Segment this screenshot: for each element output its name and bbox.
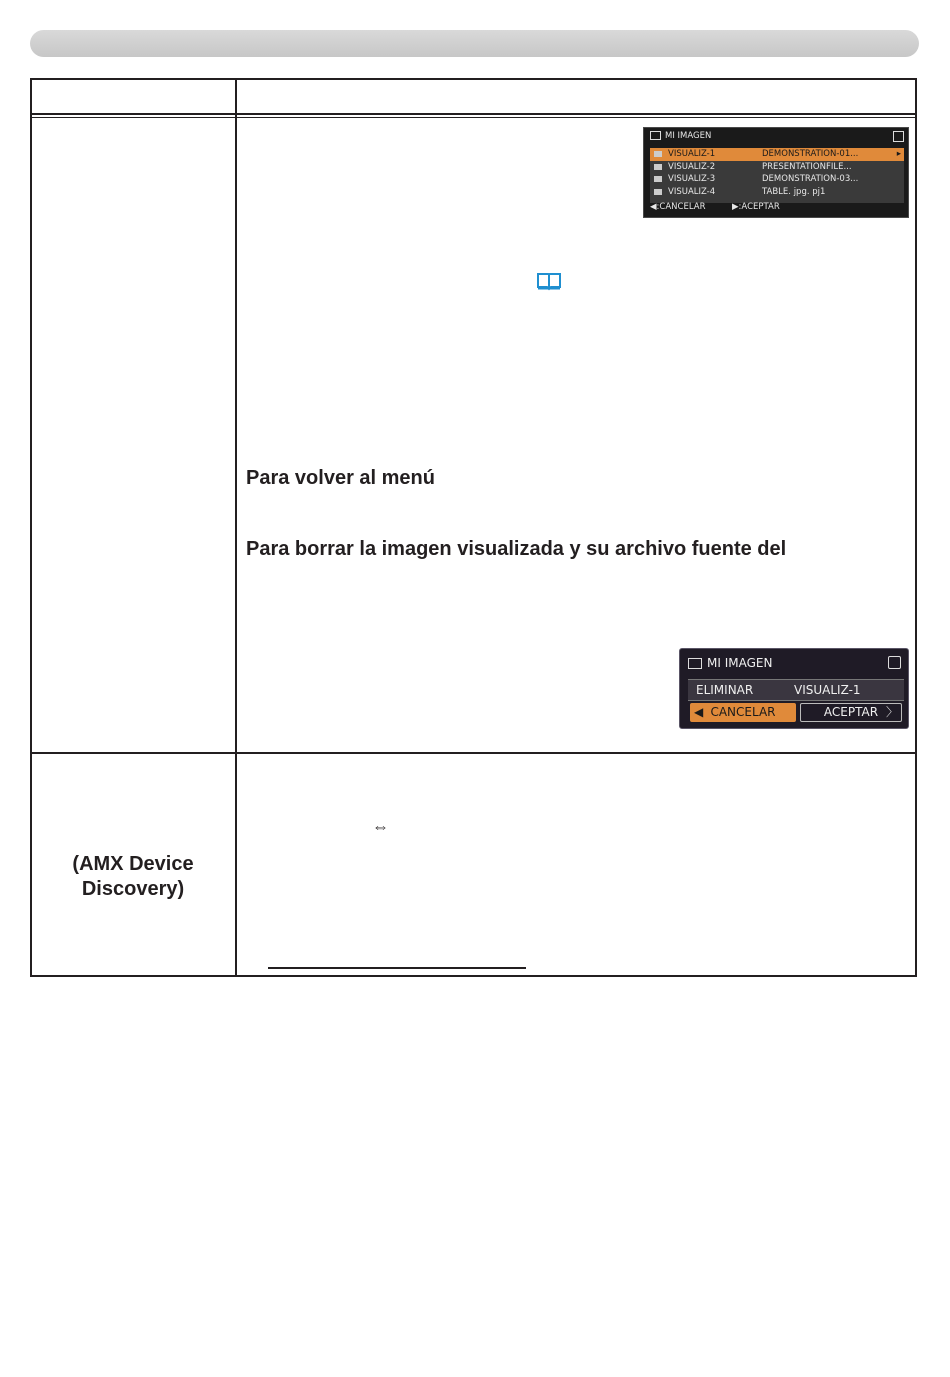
panel-footer xyxy=(650,202,780,212)
list-item[interactable]: VISUALIZ-4 TABLE. jpg. pj1 xyxy=(650,186,904,199)
panel-title: MI IMAGEN xyxy=(650,131,711,141)
list-item[interactable]: VISUALIZ-2 PRESENTATIONFILE... xyxy=(650,161,904,174)
list-item[interactable]: VISUALIZ-1 DEMONSTRATION-01... ▸ xyxy=(650,148,904,161)
book-icon xyxy=(536,271,562,291)
triangle-left-icon: ◀ xyxy=(694,705,704,719)
delete-target-row: ELIMINAR VISUALIZ-1 xyxy=(688,679,904,701)
monitor-icon xyxy=(688,658,702,669)
table-column-divider xyxy=(235,78,237,977)
image-file-icon xyxy=(654,151,662,157)
panel-title: MI IMAGEN xyxy=(688,656,772,670)
chevron-right-icon: 〉 xyxy=(885,705,898,719)
accept-hint[interactable]: ▶:ACEPTAR xyxy=(732,202,780,212)
monitor-icon xyxy=(650,131,661,140)
double-arrow-icon: ⇔ xyxy=(372,817,389,836)
cancel-hint[interactable]: ◀:CANCELAR xyxy=(650,202,706,212)
resize-icon xyxy=(893,131,904,142)
table-header-divider-inner xyxy=(30,117,917,118)
image-file-icon xyxy=(654,189,662,195)
delete-image-heading: Para borrar la imagen visualizada y su archivo fuente del xyxy=(246,538,787,560)
delete-confirm-panel xyxy=(679,648,909,729)
header-bar xyxy=(30,30,919,57)
my-image-list-panel xyxy=(643,127,909,218)
image-file-icon xyxy=(654,176,662,182)
amx-device-discovery-label: (AMX Device Discovery) xyxy=(72,853,194,900)
accept-button[interactable]: ACEPTAR 〉 xyxy=(800,703,902,722)
return-to-menu-heading: Para volver al menú xyxy=(246,467,435,489)
chevron-right-icon: ▸ xyxy=(896,149,901,159)
image-file-icon xyxy=(654,164,662,170)
cancel-button[interactable]: ◀ CANCELAR xyxy=(690,703,796,722)
link-underline[interactable] xyxy=(268,967,526,969)
confirm-buttons xyxy=(690,703,904,723)
image-slot-list xyxy=(650,148,904,203)
table-row-divider xyxy=(30,752,917,754)
table-header-divider xyxy=(30,113,917,115)
list-item[interactable]: VISUALIZ-3 DEMONSTRATION-03... xyxy=(650,173,904,186)
resize-icon xyxy=(888,656,901,669)
